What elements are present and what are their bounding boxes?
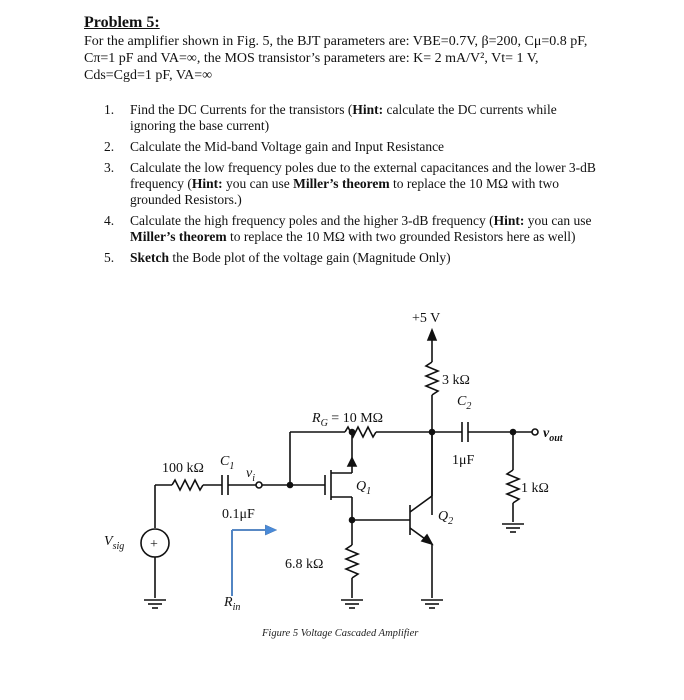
task-text: Calculate the high frequency poles and the higher 3-dB frequency (Hint: you can use Miller’s theorem to replace the 10 MΩ with two grounded Resistors here as well)	[130, 213, 592, 244]
supply-label: +5 V	[412, 311, 441, 326]
load-resistor-label: 1 kΩ	[521, 481, 549, 496]
task-number: 5.	[104, 250, 115, 265]
source-resistor	[172, 480, 203, 490]
vi-label: $v_i$	[246, 466, 255, 484]
c1-label: $C_1$	[220, 454, 235, 472]
vsig-label: $V_{sig}$	[104, 534, 125, 552]
intro-line-1: For the amplifier shown in Fig. 5, the BJT parameters are: VBE=0.7V, β=200, Cμ=0.8 pF,	[84, 34, 588, 49]
task-number: 2.	[104, 139, 115, 154]
q2-label: $Q_2$	[438, 509, 454, 527]
task-text: Calculate the low frequency poles due to the external capacitances and the lower 3-dB frequency (Hint: you can use Miller’s theorem to replace the 10 MΩ with two grounded Resistors.)	[130, 160, 596, 207]
bias-resistor	[346, 545, 358, 578]
c2-value-label: 1μF	[452, 453, 475, 468]
bjt-emitter-arrow	[422, 535, 432, 544]
task-number: 3.	[104, 160, 115, 175]
source-resistor-label: 100 kΩ	[162, 461, 204, 476]
task-text: Calculate the Mid-band Voltage gain and Input Resistance	[130, 139, 445, 154]
svg-text:+: +	[150, 537, 158, 552]
rg-label: $R_G = 10$ MΩ	[312, 411, 384, 429]
task-text: Find the DC Currents for the transistors (Hint: calculate the DC currents while ignoring the base current)	[130, 102, 557, 133]
intro-line-3: Cds=Cgd=1 pF, VA=∞	[84, 68, 213, 83]
task-text: Sketch the Bode plot of the voltage gain (Magnitude Only)	[130, 250, 451, 265]
drain-resistor-label: 3 kΩ	[442, 373, 470, 388]
bias-resistor-label: 6.8 kΩ	[285, 557, 324, 572]
intro-line-2: Cπ=1 pF and VA=∞, the MOS transistor’s parameters are: K= 2 mA/V², Vt= 1 V,	[84, 51, 539, 66]
figure-caption: Figure 5 Voltage Cascaded Amplifier	[262, 628, 419, 639]
ground-icons	[144, 524, 524, 608]
q1-label: $Q_1$	[356, 479, 372, 497]
supply-arrow	[428, 330, 436, 340]
problem-title: Problem 5:	[84, 14, 160, 31]
load-resistor	[507, 470, 519, 503]
plus-sign	[150, 537, 158, 552]
vout-label: $v_{out}$	[543, 426, 563, 444]
c2-label: $C_2$	[457, 394, 472, 412]
rin-label: $R_{in}$	[224, 595, 241, 613]
c1-value-label: 0.1μF	[222, 507, 255, 522]
task-number: 4.	[104, 213, 115, 228]
task-number: 1.	[104, 102, 115, 117]
mosfet-arrow	[348, 458, 356, 466]
rin-arrow-head	[266, 526, 275, 534]
drain-resistor	[426, 362, 438, 395]
